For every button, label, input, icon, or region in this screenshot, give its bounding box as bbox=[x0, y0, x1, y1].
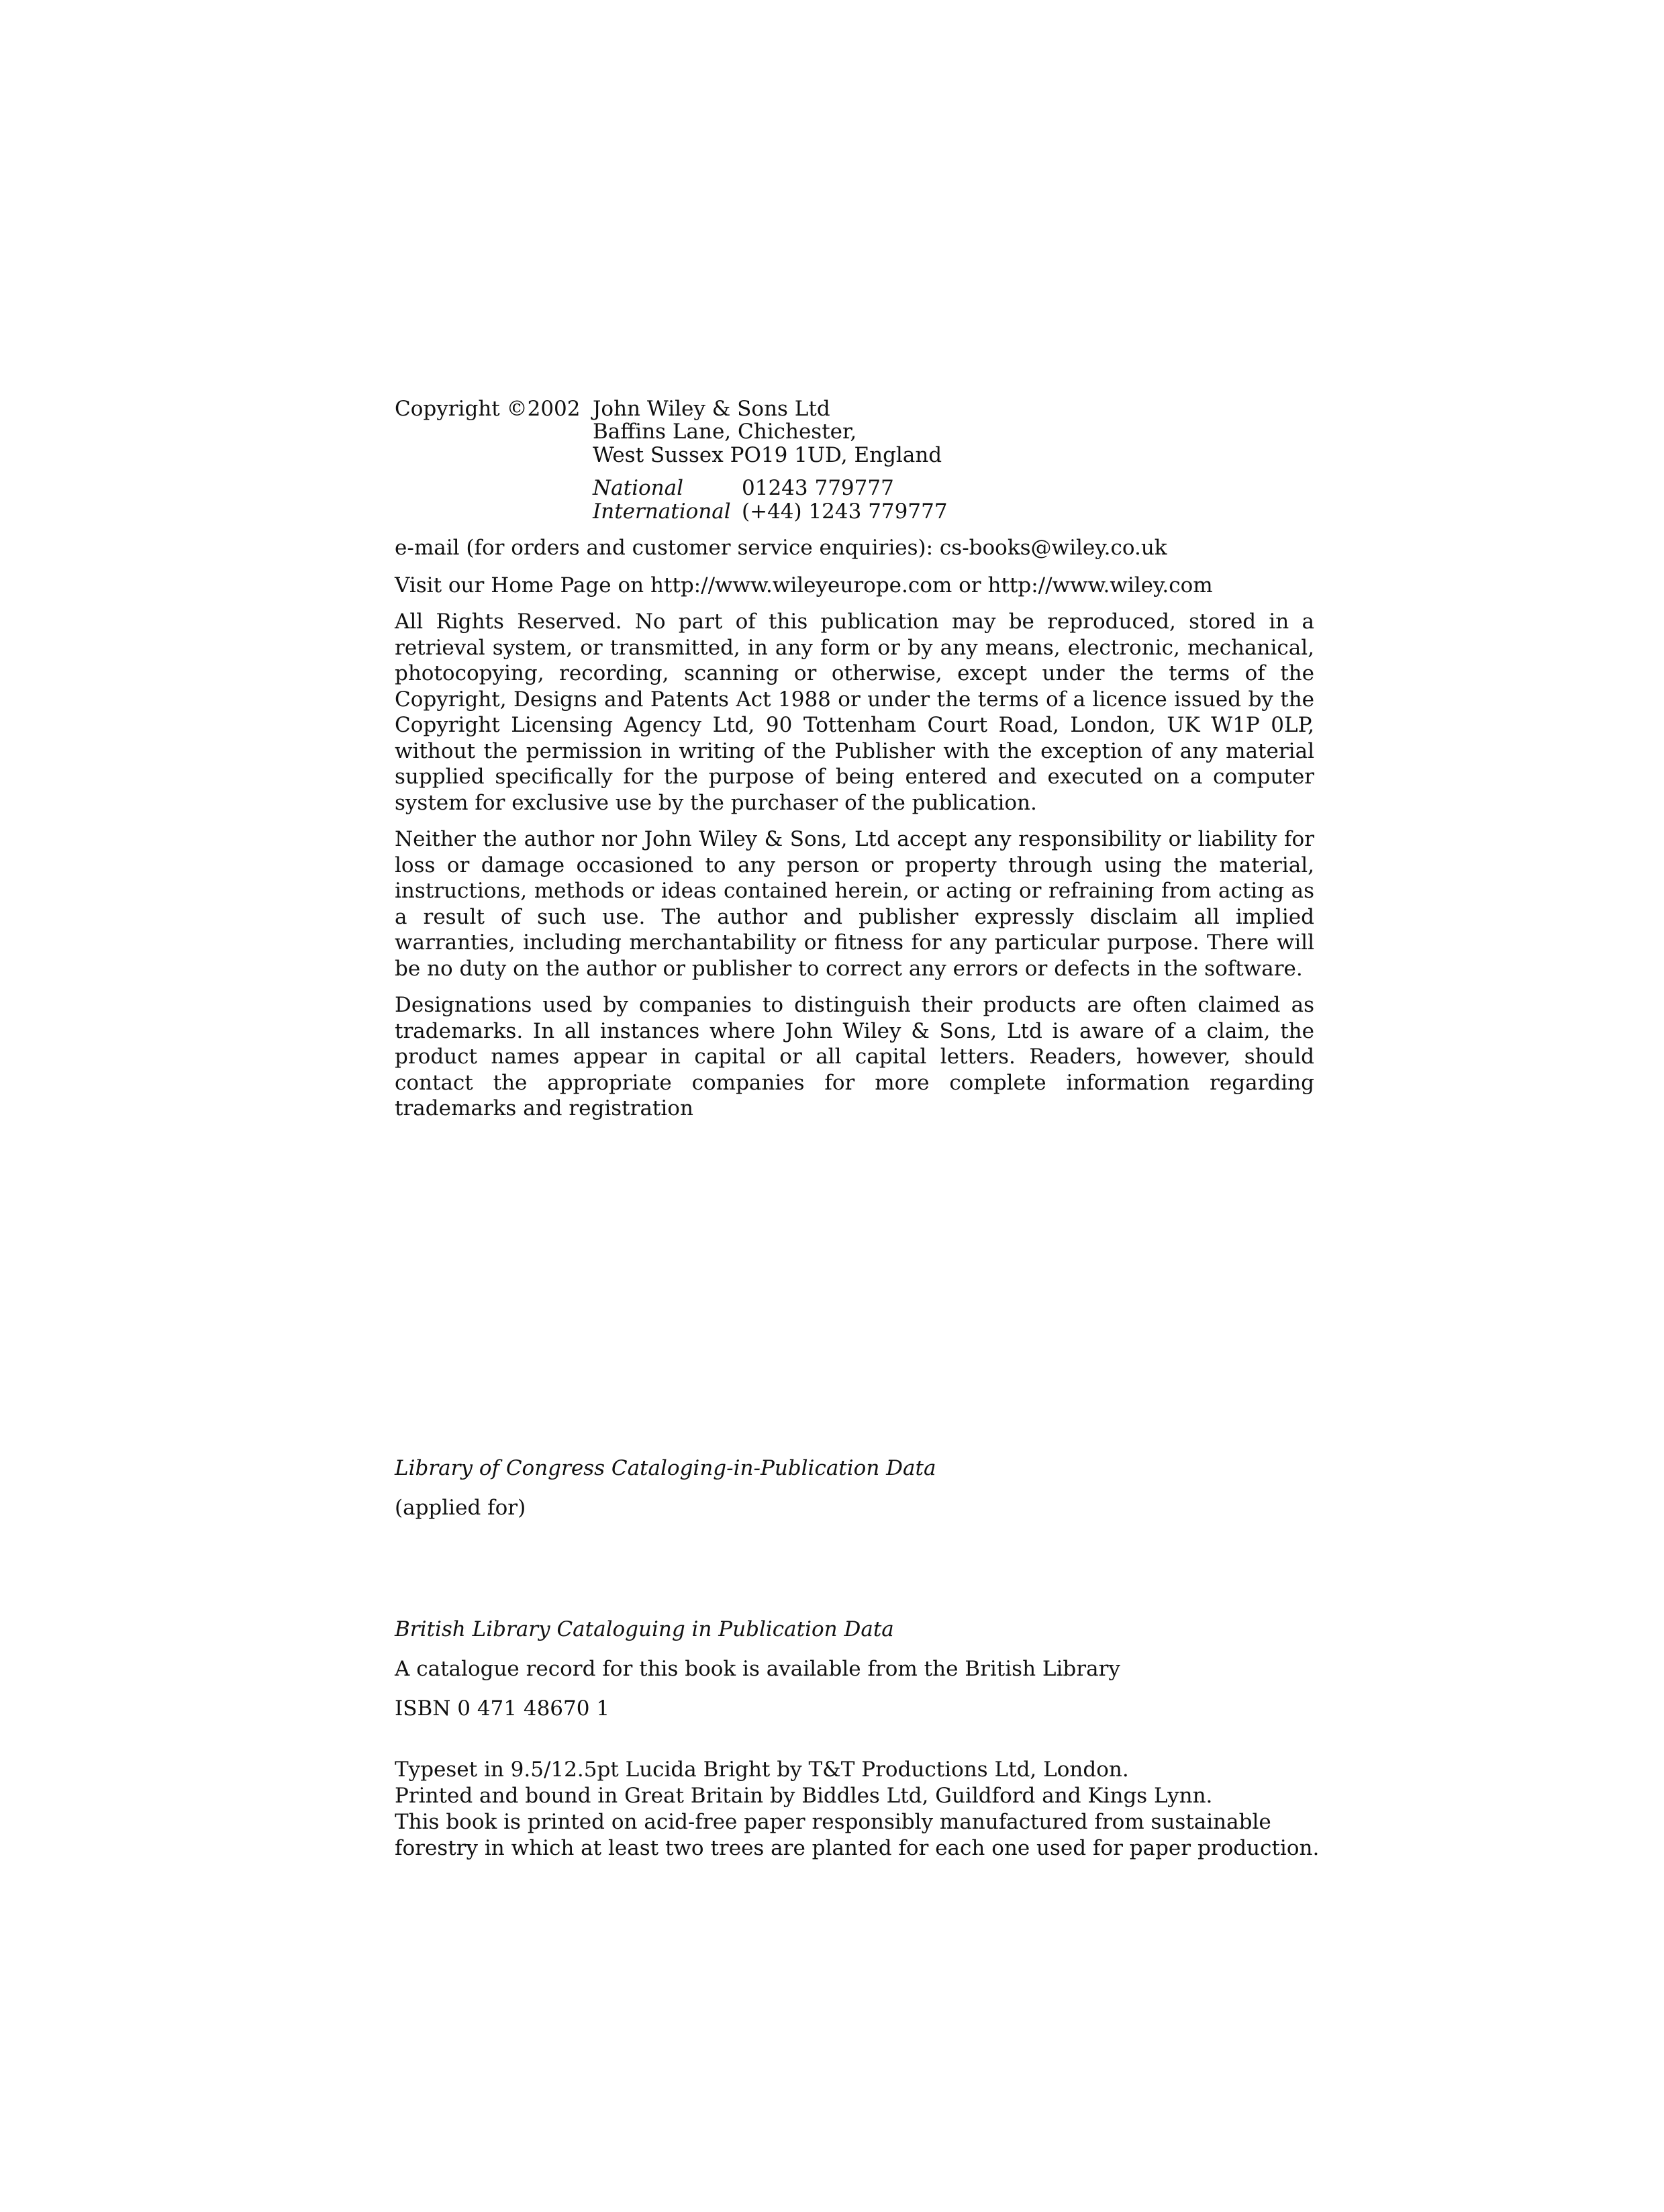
national-phone: 01243 779777 bbox=[742, 476, 894, 500]
publisher-address-line-1: Baffins Lane, Chichester, bbox=[593, 420, 857, 444]
loc-note: (applied for) bbox=[395, 1496, 526, 1520]
liability-paragraph: Neither the author nor John Wiley & Sons, Ltd accept any responsibility or liability for loss or damage occasioned to any person or property through using the material, instructions, methods or ideas contained herein, or acting or refraining from acting as a result of such use. The author and publisher expressly disclaim all implied warranties, including merchantability or fitness for any particular purpose. There will be no duty on the author or publisher to correct any errors or defects in the software. bbox=[395, 827, 1314, 981]
rights-paragraph: All Rights Reserved. No part of this publication may be reproduced, stored in a retrieval system, or transmitted, in any form or by any means, electronic, mechanical, photocopying, recording, scanning or otherwise, except under the terms of the Copyright, Designs and Patents Act 1988 or under the terms of a licence issued by the Copyright Licensing Agency Ltd, 90 Tottenham Court Road, London, UK W1P 0LP, without the permission in writing of the Publisher with the exception of any material supplied specifically for the purpose of being entered and executed on a computer system for exclusive use by the purchaser of the publication. bbox=[395, 610, 1314, 815]
printed-line: Printed and bound in Great Britain by Biddles Ltd, Guildford and Kings Lynn. bbox=[395, 1784, 1213, 1808]
paper-line-2: forestry in which at least two trees are planted for each one used for paper production. bbox=[395, 1836, 1320, 1860]
publisher-name: John Wiley & Sons Ltd bbox=[593, 397, 830, 421]
bl-heading: British Library Cataloguing in Publication Data bbox=[395, 1617, 894, 1641]
email-line: e-mail (for orders and customer service enquiries): cs-books@wiley.co.uk bbox=[395, 536, 1167, 560]
international-label: International bbox=[593, 499, 731, 524]
national-label: National bbox=[593, 476, 684, 500]
designations-paragraph: Designations used by companies to distinguish their products are often claimed as trademarks. In all instances where John Wiley & Sons, Ltd is aware of a claim, the product names appear in capital or all capital letters. Readers, however, should contact the appropriate companies for more complete information regarding trademarks and registration bbox=[395, 993, 1314, 1120]
publisher-address-line-2: West Sussex PO19 1UD, England bbox=[593, 443, 942, 467]
international-phone-row bbox=[593, 499, 948, 524]
copyright-label: Copyright ©2002 bbox=[395, 397, 581, 421]
bl-record: A catalogue record for this book is available from the British Library bbox=[395, 1657, 1120, 1681]
national-phone-row bbox=[593, 475, 894, 501]
typeset-line: Typeset in 9.5/12.5pt Lucida Bright by T&T Productions Ltd, London. bbox=[395, 1758, 1129, 1782]
isbn: ISBN 0 471 48670 1 bbox=[395, 1696, 610, 1721]
visit-line: Visit our Home Page on http://www.wileyeurope.com or http://www.wiley.com bbox=[395, 573, 1213, 597]
loc-heading: Library of Congress Cataloging-in-Publication Data bbox=[395, 1456, 936, 1480]
paper-line-1: This book is printed on acid-free paper responsibly manufactured from sustainable bbox=[395, 1810, 1271, 1834]
international-phone: (+44) 1243 779777 bbox=[742, 499, 948, 524]
